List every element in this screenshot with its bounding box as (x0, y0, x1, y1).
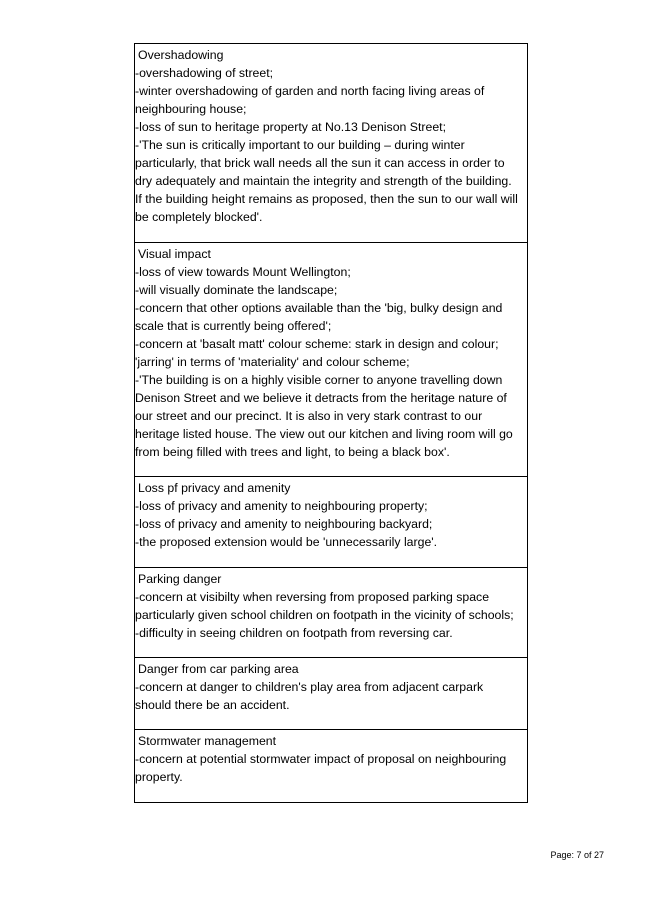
section-title: Danger from car parking area (138, 662, 299, 676)
section-line: neighbouring house; (135, 102, 247, 116)
section-stormwater (135, 730, 527, 803)
section-line: -'The building is on a highly visible corner to anyone travelling down (135, 373, 503, 387)
section-title: Parking danger (138, 572, 222, 586)
section-line: heritage listed house. The view out our kitchen and living room will go (135, 427, 513, 441)
section-parking-danger (135, 568, 527, 658)
section-title: Stormwater management (138, 734, 277, 748)
section-overshadowing (135, 44, 527, 243)
section-line: -loss of privacy and amenity to neighbouring backyard; (135, 517, 433, 531)
section-line: -loss of sun to heritage property at No.13 Denison Street; (135, 120, 447, 134)
section-line: our street and our precinct. It is also in very stark contrast to our (135, 409, 483, 423)
section-line: -difficulty in seeing children on footpath from reversing car. (135, 626, 453, 640)
concerns-table (134, 43, 528, 803)
section-line: -concern that other options available than the 'big, bulky design and (135, 301, 503, 315)
section-line: scale that is currently being offered'; (135, 319, 332, 333)
section-line: -winter overshadowing of garden and north facing living areas of (135, 84, 485, 98)
section-line: be completely blocked'. (135, 210, 263, 224)
section-line: Denison Street and we believe it detracts from the heritage nature of (135, 391, 507, 405)
section-visual-impact (135, 243, 527, 477)
page-number: Page: 7 of 27 (550, 850, 604, 860)
section-line: -overshadowing of street; (135, 66, 274, 80)
section-line: from being filled with trees and light, to being a black box'. (135, 445, 450, 459)
section-line: -concern at visibilty when reversing from proposed parking space (135, 590, 490, 604)
section-line: -concern at danger to children's play area from adjacent carpark (135, 680, 484, 694)
section-line: particularly given school children on footpath in the vicinity of schools; (135, 608, 514, 622)
section-line: -loss of privacy and amenity to neighbouring property; (135, 499, 428, 513)
section-title: Loss pf privacy and amenity (138, 481, 291, 495)
section-title: Visual impact (138, 247, 211, 261)
section-line: dry adequately and maintain the integrity and strength of the building. (135, 174, 512, 188)
section-title: Overshadowing (138, 48, 224, 62)
section-line: -the proposed extension would be 'unnecessarily large'. (135, 535, 438, 549)
section-line: -'The sun is critically important to our building – during winter (135, 138, 465, 152)
section-line: -concern at 'basalt matt' colour scheme: stark in design and colour; (135, 337, 499, 351)
section-privacy-amenity (135, 477, 527, 568)
section-line: If the building height remains as proposed, then the sun to our wall will (135, 192, 518, 206)
section-line: property. (135, 770, 183, 784)
section-line: -loss of view towards Mount Wellington; (135, 265, 351, 279)
section-line: 'jarring' in terms of 'materiality' and colour scheme; (135, 355, 410, 369)
section-line: -concern at potential stormwater impact of proposal on neighbouring (135, 752, 507, 766)
section-line: particularly, that brick wall needs all the sun it can access in order to (135, 156, 505, 170)
section-carpark-danger (135, 658, 527, 730)
section-line: -will visually dominate the landscape; (135, 283, 338, 297)
section-line: should there be an accident. (135, 698, 290, 712)
